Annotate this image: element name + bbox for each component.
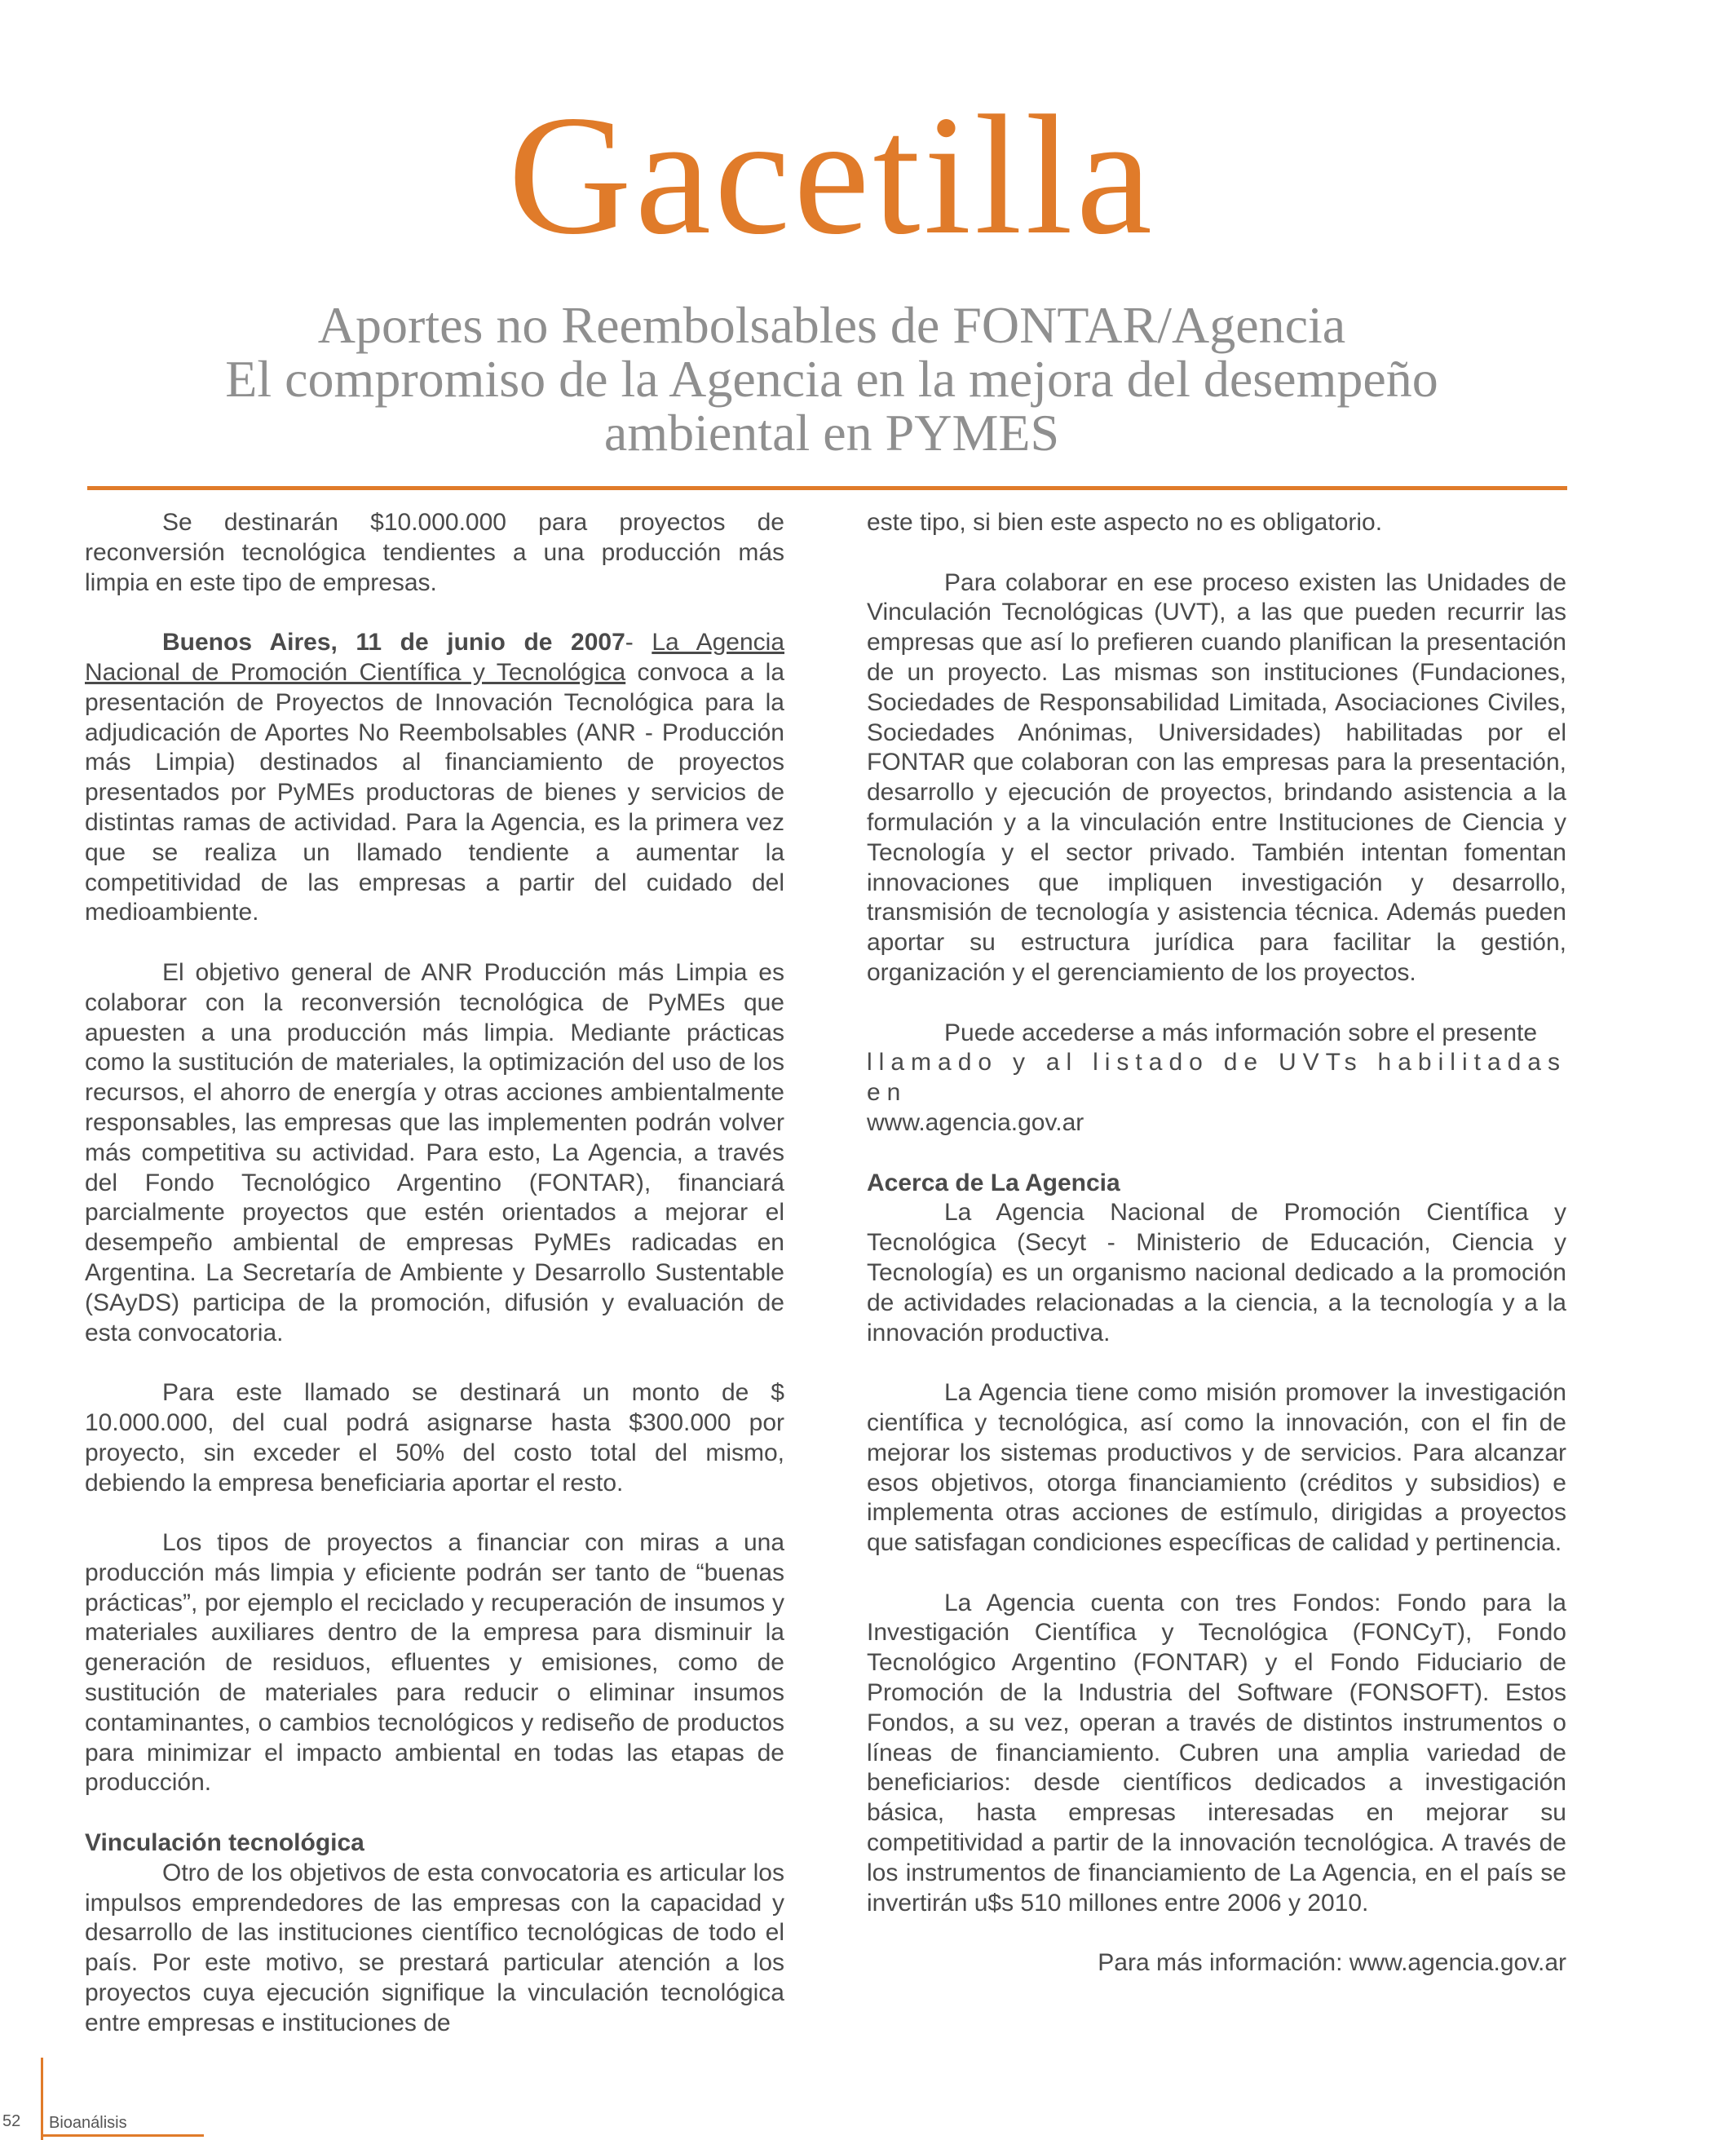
mision-paragraph: La Agencia tiene como misión promover la investigación científica y tecnológica, así como la innovación, con el fin de mejorar los sistemas productivos y de servicios. Para alcanzar esos objetivos, otorga financiamiento (créditos y subsidios) e implementa otras acciones de estímulo, dirigidas a proyectos que satisfagan condiciones específicas de calidad y pertinencia. <box>867 1379 1566 1557</box>
vinculacion-heading: Vinculación tecnológica <box>85 1829 364 1857</box>
footer-vertical-rule <box>41 2058 43 2140</box>
headline-line-1: Aportes no Reembolsables de FONTAR/Agencia <box>317 296 1346 354</box>
headline-line-2: El compromiso de la Agencia en la mejora del desempeño <box>225 350 1438 408</box>
funding-paragraph: Para este llamado se destinará un monto de $ 10.000.000, del cual podrá asignarse hasta $300.000 por proyecto, sin exceder el 50% del costo total del mismo, debiendo la empresa beneficiaria aportar el resto. <box>85 1379 784 1497</box>
fondos-paragraph: La Agencia cuenta con tres Fondos: Fondo para la Investigación Científica y Tecnológica (FONCyT), Fondo Tecnológico Argentino (FONTAR) y el Fondo Fiduciario de Promoción de la Industria del Software (FONSOFT). Estos Fondos, a su vez, operan a través de distintos instrumentos o líneas de financiamiento. Cubren una amplia variedad de beneficiarios: desde científicos dedicados a investigación básica, hasta empresas interesadas en mejorar su competitividad a partir de la innovación tecnológica. A través de los instrumentos de financiamiento de La Agencia, en el país se invertirán u$s 510 millones entre 2006 y 2010. <box>867 1589 1566 1917</box>
headline-line-3: ambiental en PYMES <box>603 404 1060 462</box>
agencia-link[interactable]: La Agencia Nacional de Promoción Científica y Tecnológica <box>85 629 784 686</box>
closing-info: Para más información: www.agencia.gov.ar <box>1098 1949 1566 1977</box>
acerca-heading: Acerca de La Agencia <box>867 1169 1120 1196</box>
objective-paragraph: El objetivo general de ANR Producción más Limpia es colaborar con la reconversión tecnológica de PyMEs que apuesten a una producción más limpia. Mediante prácticas como la sustitución de materiales, la optimización del uso de los recursos, el ahorro de energía y otras acciones ambientalmente responsables, las empresas que las implementen podrán volver más competitiva su actividad. Para esto, La Agencia, a través del Fondo Tecnológico Argentino (FONTAR), financiará parcialmente proyectos que estén orientados a mejorar el desempeño ambiental de empresas PyMEs radicadas en Argentina. La Secretaría de Ambiente y Desarrollo Sustentable (SAyDS) participa de la promoción, difusión y evaluación de esta convocatoria. <box>85 958 784 1346</box>
headline-divider <box>87 486 1567 490</box>
dateline-paragraph <box>85 628 784 928</box>
uvt-paragraph: Para colaborar en ese proceso existen las Unidades de Vinculación Tecnológicas (UVT), a las que pueden recurrir las empresas que así lo prefieren cuando planifican la presentación de un proyecto. Las mismas son instituciones (Fundaciones, Sociedades de Responsabilidad Limitada, Asociaciones Civiles, Sociedades Anónimas, Universidades) habilitadas por el FONTAR que colaboran con las empresas para la presentación, desarrollo y ejecución de proyectos, brindando asistencia a la formulación y a la vinculación entre Instituciones de Ciencia y Tecnología y el sector privado. También intentan fomentan innovaciones que impliquen investigación y desarrollo, transmisión de tecnología y asistencia técnica. Además pueden aportar su estructura jurídica para facilitar la gestión, organización y el gerenciamiento de los proyectos. <box>867 568 1566 986</box>
left-column <box>85 508 784 2068</box>
vinculacion-paragraph: Otro de los objetivos de esta convocatoria es articular los impulsos emprendedores de las empresas con la capacidad y desarrollo de las instituciones científico tecnológicas de todo el país. Por este motivo, se prestará particular atención a los proyectos cuya ejecución signifique la vinculación tecnológica entre empresas e instituciones de <box>85 1859 784 2036</box>
dateline-dash: - <box>625 629 652 657</box>
footer-horizontal-rule <box>41 2134 204 2137</box>
more-info-paragraph <box>867 1019 1566 1139</box>
more-info-line-2: llamado y al listado de UVTs habilitadas en <box>867 1049 1566 1107</box>
continuation-paragraph: este tipo, si bien este aspecto no es obligatorio. <box>867 509 1383 536</box>
more-info-line-1: Puede accederse a más información sobre el presente <box>944 1019 1538 1046</box>
page-number: 52 <box>2 2112 21 2130</box>
right-column <box>867 508 1566 2009</box>
article-headline <box>0 298 1663 460</box>
acerca-paragraph: La Agencia Nacional de Promoción Científica y Tecnológica (Secyt - Ministerio de Educación, Ciencia y Tecnología) es un organismo nacional dedicado a la promoción de actividades relacionadas a la ciencia, a la tecnología y a la innovación productiva. <box>867 1199 1566 1346</box>
dateline-rest: convoca a la presentación de Proyectos de Innovación Tecnológica para la adjudicación de Aportes No Reembolsables (ANR - Producción más Limpia) destinados al financiamiento de proyectos presentados por PyMEs productoras de bienes y servicios de distintas ramas de actividad. Para la Agencia, es la primera vez que se realiza un llamado tendiente a aumentar la competitividad de las empresas a partir del cuidado del medioambiente. <box>85 658 784 926</box>
project-types-paragraph: Los tipos de proyectos a financiar con miras a una producción más limpia y eficiente podrán ser tanto de “buenas prácticas”, por ejemplo el reciclado y recuperación de insumos y materiales auxiliares dentro de la empresa para disminuir la generación de residuos, efluentes y emisiones, como de sustitución de materiales para reducir o eliminar insumos contaminantes, o cambios tecnológicos y rediseño de productos para minimizar el impacto ambiental en todas las etapas de producción. <box>85 1529 784 1797</box>
magazine-name: Bioanálisis <box>49 2114 127 2132</box>
agencia-url[interactable]: www.agencia.gov.ar <box>867 1108 1084 1136</box>
intro-paragraph: Se destinarán $10.000.000 para proyectos de reconversión tecnológica tendientes a una producción más limpia en este tipo de empresas. <box>85 509 784 596</box>
dateline: Buenos Aires, 11 de junio de 2007 <box>162 629 625 657</box>
section-title: Gacetilla <box>508 81 1155 270</box>
